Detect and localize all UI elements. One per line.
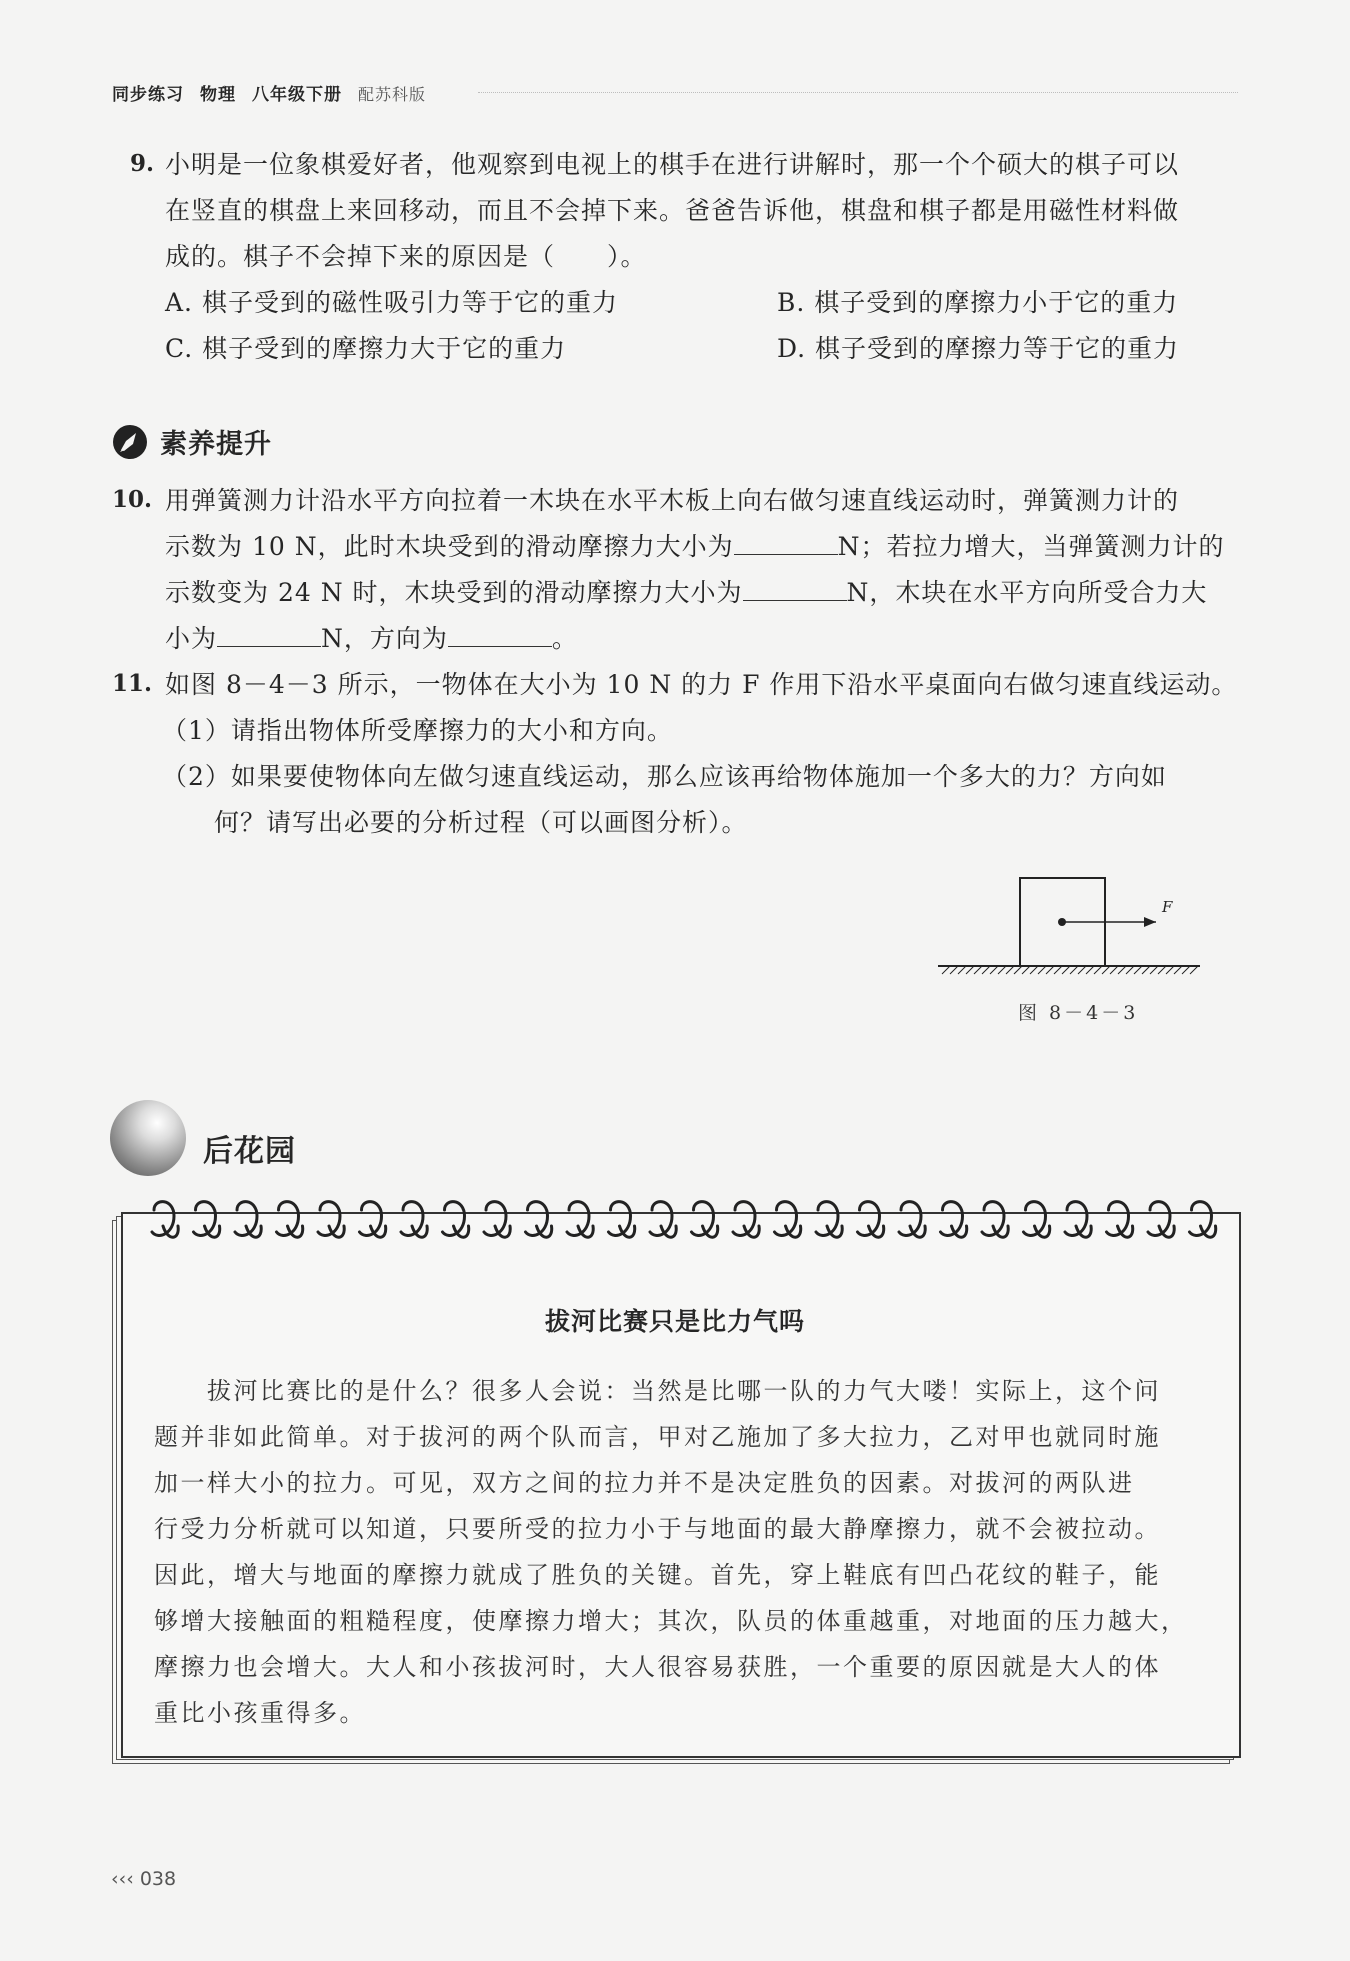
- question-text-line: 小明是一位象棋爱好者，他观察到电视上的棋手在进行讲解时，那一个个硕大的棋子可以: [165, 150, 1180, 179]
- binding-ring: [941, 1202, 967, 1238]
- garden-title: 后花园: [203, 1134, 296, 1169]
- text-segment: 示数为 10 N，此时木块受到的滑动摩擦力大小为: [165, 532, 734, 561]
- sub-question-1: （1）请指出物体所受摩擦力的大小和方向。: [162, 716, 673, 745]
- text-segment: 示数变为 24 N 时，木块受到的滑动摩擦力大小为: [165, 578, 743, 607]
- option-a: A. 棋子受到的磁性吸引力等于它的重力: [165, 288, 618, 317]
- running-header: [112, 80, 442, 105]
- text-segment: N；若拉力增大，当弹簧测力计的: [837, 532, 1225, 561]
- article-line: 因此，增大与地面的摩擦力就成了胜负的关键。首先，穿上鞋底有凹凸花纹的鞋子，能: [154, 1561, 1161, 1589]
- article-line: 重比小孩重得多。: [154, 1699, 366, 1727]
- option-b: B. 棋子受到的摩擦力小于它的重力: [777, 288, 1179, 317]
- article-line: 摩擦力也会增大。大人和小孩拔河时，大人很容易获胜，一个重要的原因就是大人的体: [154, 1653, 1161, 1681]
- rocket-icon: [112, 424, 148, 460]
- binding-ring: [235, 1202, 261, 1238]
- page-number: 038: [139, 1868, 177, 1890]
- header-book: 同步练习: [112, 85, 184, 105]
- option-c: C. 棋子受到的摩擦力大于它的重力: [165, 334, 567, 363]
- binding-ring: [1190, 1202, 1216, 1238]
- question-text-line: 成的。棋子不会掉下来的原因是（ ）。: [165, 242, 647, 271]
- article-line: 行受力分析就可以知道，只要所受的拉力小于与地面的最大静摩擦力，就不会被拉动。: [154, 1515, 1161, 1543]
- page-footer: [111, 1868, 176, 1890]
- sub-question-2: （2）如果要使物体向左做匀速直线运动，那么应该再给物体施加一个多大的力？方向如: [162, 762, 1167, 791]
- article-line: 拔河比赛比的是什么？很多人会说：当然是比哪一队的力气大喽！实际上，这个问: [154, 1377, 1161, 1405]
- answer-blank[interactable]: [217, 624, 321, 647]
- binding-ring: [858, 1202, 884, 1238]
- binding-ring: [277, 1202, 303, 1238]
- binding-ring: [526, 1202, 552, 1238]
- binding-ring: [318, 1202, 344, 1238]
- header-grade: 八年级下册: [252, 85, 342, 105]
- header-rule: [478, 92, 1238, 93]
- binding-ring: [1065, 1202, 1091, 1238]
- binding-ring: [401, 1202, 427, 1238]
- article-line: 加一样大小的拉力。可见，双方之间的拉力并不是决定胜负的因素。对拔河的两队进: [154, 1469, 1135, 1497]
- binding-ring: [982, 1202, 1008, 1238]
- binding-ring: [899, 1202, 925, 1238]
- question-text-line: 用弹簧测力计沿水平方向拉着一木块在水平木板上向右做匀速直线运动时，弹簧测力计的: [165, 486, 1180, 515]
- section-title: 素养提升: [160, 429, 272, 460]
- binding-ring: [650, 1202, 676, 1238]
- spiral-binding: [146, 1196, 1226, 1252]
- force-label: F: [1162, 898, 1173, 916]
- question-text-line: [165, 616, 578, 662]
- text-segment: 小为: [165, 624, 218, 653]
- binding-ring: [1107, 1202, 1133, 1238]
- text-segment: 。: [551, 624, 578, 653]
- binding-ring: [609, 1202, 635, 1238]
- binding-ring: [360, 1202, 386, 1238]
- question-number: 9.: [130, 150, 155, 177]
- answer-blank[interactable]: [743, 578, 847, 601]
- header-subject: 物理: [200, 85, 236, 105]
- binding-ring: [733, 1202, 759, 1238]
- header-edition: 配苏科版: [358, 85, 427, 104]
- answer-blank[interactable]: [734, 532, 838, 555]
- sub-question-2-cont: 何？请写出必要的分析过程（可以画图分析）。: [214, 808, 748, 837]
- figure-block-force: [938, 870, 1210, 982]
- text-segment: N，木块在水平方向所受合力大: [846, 578, 1208, 607]
- binding-ring: [1024, 1202, 1050, 1238]
- binding-ring: [692, 1202, 718, 1238]
- binding-ring: [152, 1202, 178, 1238]
- question-number: 10.: [112, 486, 153, 513]
- answer-blank[interactable]: [448, 624, 552, 647]
- article-title: 拔河比赛只是比力气吗: [544, 1307, 805, 1336]
- sphere-icon: [110, 1100, 186, 1176]
- option-d: D. 棋子受到的摩擦力等于它的重力: [777, 334, 1180, 363]
- question-number: 11.: [112, 670, 153, 697]
- chevrons-left-icon: ‹‹‹: [111, 1868, 140, 1890]
- binding-ring: [484, 1202, 510, 1238]
- question-text-line: [165, 570, 1207, 616]
- binding-ring: [775, 1202, 801, 1238]
- question-text-line: 在竖直的棋盘上来回移动，而且不会掉下来。爸爸告诉他，棋盘和棋子都是用磁性材料做: [165, 196, 1180, 225]
- question-text-line: 如图 8－4－3 所示，一物体在大小为 10 N 的力 F 作用下沿水平桌面向右做匀速直线运动。: [165, 670, 1238, 699]
- article-line: 够增大接触面的粗糙程度，使摩擦力增大；其次，队员的体重越重，对地面的压力越大，: [154, 1607, 1188, 1635]
- text-segment: N，方向为: [321, 624, 448, 653]
- binding-ring: [443, 1202, 469, 1238]
- binding-ring: [816, 1202, 842, 1238]
- binding-ring: [1148, 1202, 1174, 1238]
- article-line: 题并非如此简单。对于拔河的两个队而言，甲对乙施加了多大拉力，乙对甲也就同时施: [154, 1423, 1161, 1451]
- article-body: [154, 1368, 1194, 1736]
- figure-caption: 图 8－4－3: [1018, 1002, 1139, 1024]
- binding-ring: [194, 1202, 220, 1238]
- binding-ring: [567, 1202, 593, 1238]
- question-text-line: [165, 524, 1224, 570]
